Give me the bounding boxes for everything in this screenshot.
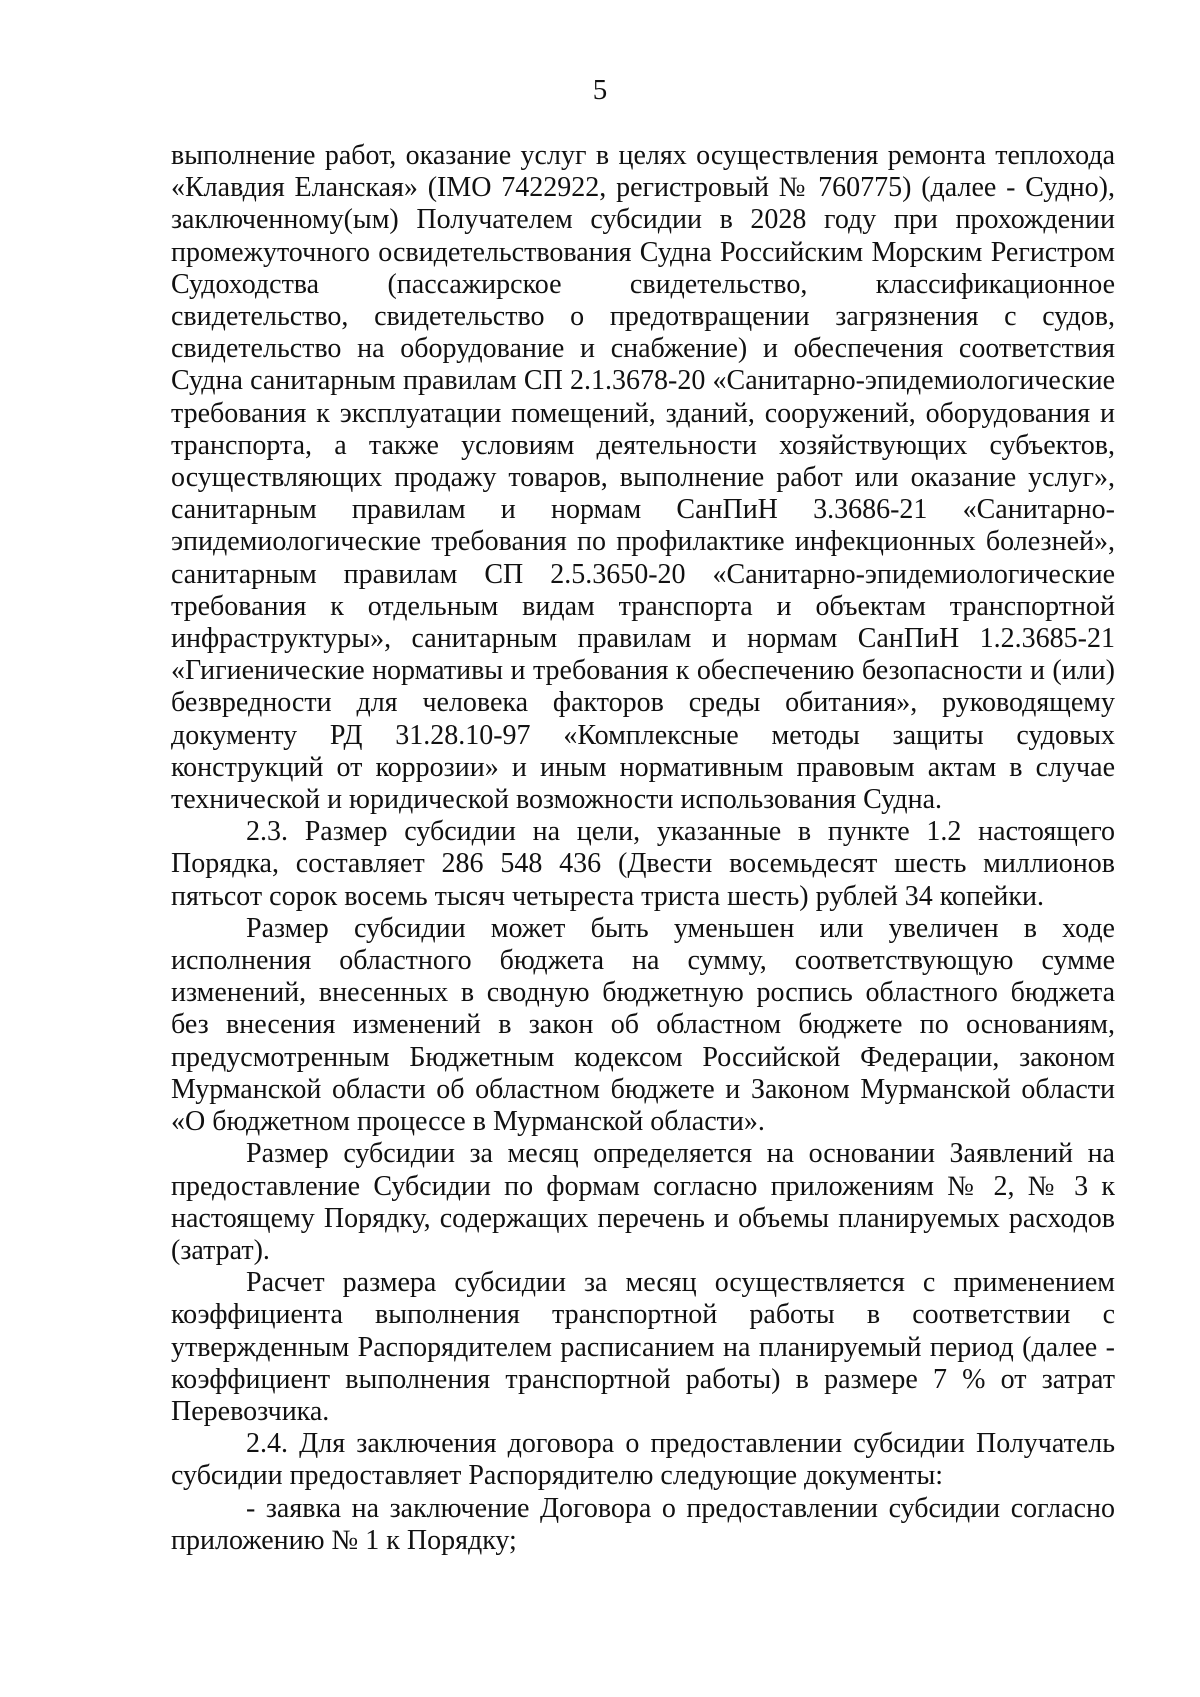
paragraph-subsidy-adjustment: Размер субсидии может быть уменьшен или увеличен в ходе исполнения областного бюджета на сумму, соответствующую сумме изменений, внесенных в сводную бюджетную роспись областного бюджета без внесения изменений в закон об областном бюджете по основаниям, предусмотренным Бюджетным кодексом Российской Федерации, законом Мурманской области об областном бюджете и Законом Мурманской области «О бюджетном процессе в Мурманской области».	[171, 912, 1115, 1138]
list-item-application: - заявка на заключение Договора о предоставлении субсидии согласно приложению № 1 к Порядку;	[171, 1492, 1115, 1556]
page-number: 5	[592, 74, 608, 106]
paragraph-monthly-subsidy: Размер субсидии за месяц определяется на основании Заявлений на предоставление Субсидии по формам согласно приложениям № 2, № 3 к настоящему Порядку, содержащих перечень и объемы планируемых расходов (затрат).	[171, 1138, 1115, 1266]
paragraph-2-3-subsidy-amount: 2.3. Размер субсидии на цели, указанные в пункте 1.2 настоящего Порядка, составляет 286 548 436 (Двести восемьдесят шесть миллионов пятьсот сорок восемь тысяч четыреста триста шесть) рублей 34 копейки.	[171, 816, 1115, 912]
paragraph-ship-repair-requirements: выполнение работ, оказание услуг в целях осуществления ремонта теплохода «Клавдия Еланская» (IMO 7422922, регистровый № 760775) (далее - Судно), заключенному(ым) Получателем субсидии в 2028 году при прохождении промежуточного освидетельствования Судна Российским Морским Регистром Судоходства (пассажирское свидетельство, классификационное свидетельство, свидетельство о предотвращении загрязнения с судов, свидетельство на оборудование и снабжение) и обеспечения соответствия Судна санитарным правилам СП 2.1.3678-20 «Санитарно-эпидемиологические требования к эксплуатации помещений, зданий, сооружений, оборудования и транспорта, а также условиям деятельности хозяйствующих субъектов, осуществляющих продажу товаров, выполнение работ или оказание услуг», санитарным правилам и нормам СанПиН 3.3686-21 «Санитарно-эпидемиологические требования по профилактике инфекционных болезней», санитарным правилам СП 2.5.3650-20 «Санитарно-эпидемиологические требования к отдельным видам транспорта и объектам транспортной инфраструктуры», санитарным правилам и нормам СанПиН 1.2.3685-21 «Гигиенические нормативы и требования к обеспечению безопасности и (или) безвредности для человека факторов среды обитания», руководящему документу РД 31.28.10-97 «Комплексные методы защиты судовых конструкций от коррозии» и иным нормативным правовым актам в случае технической и юридической возможности использования Судна.	[171, 140, 1115, 816]
paragraph-subsidy-calculation: Расчет размера субсидии за месяц осуществляется с применением коэффициента выполнения транспортной работы в соответствии с утвержденным Распорядителем расписанием на планируемый период (далее - коэффициент выполнения транспортной работы) в размере 7 % от затрат Перевозчика.	[171, 1267, 1115, 1427]
document-body	[171, 140, 1115, 1557]
paragraph-2-4-documents: 2.4. Для заключения договора о предоставлении субсидии Получатель субсидии предоставляет Распорядителю следующие документы:	[171, 1428, 1115, 1492]
